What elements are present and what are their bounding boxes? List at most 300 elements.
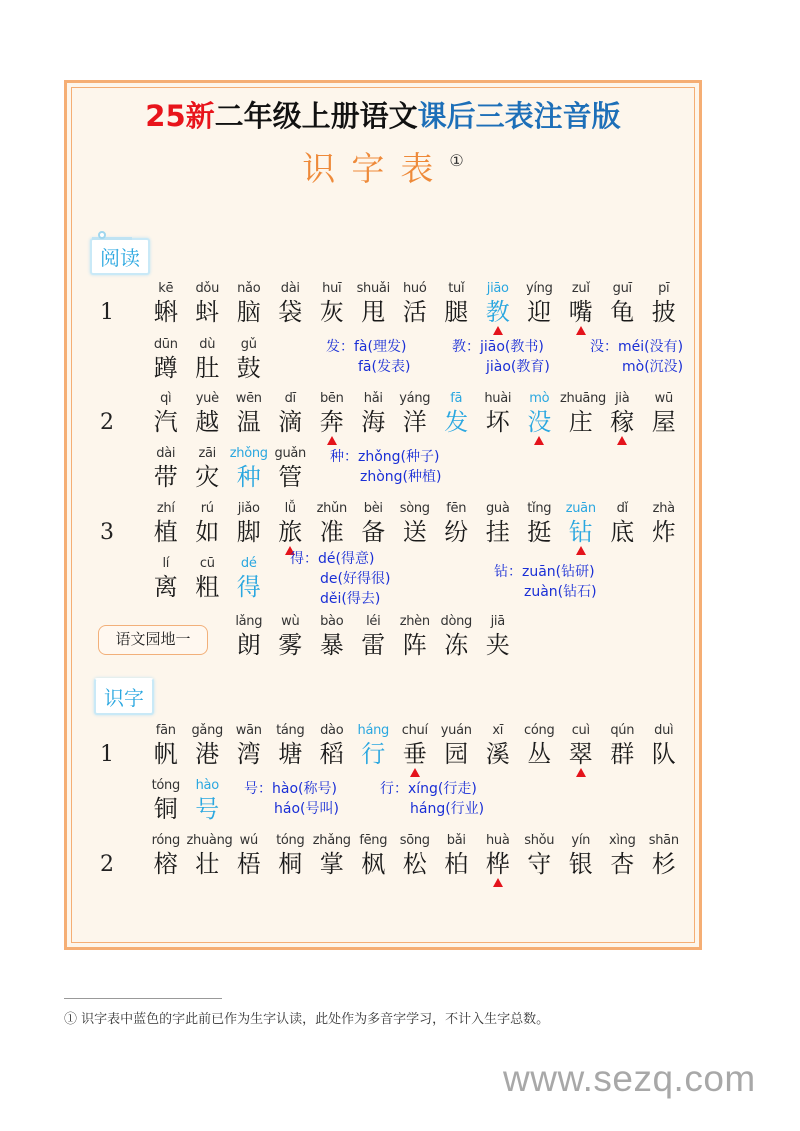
- note-line: háng(行业): [410, 801, 485, 817]
- pinyin: yín: [571, 833, 591, 848]
- hanzi: 坏: [485, 408, 510, 436]
- character-cell: [270, 390, 312, 437]
- character-cell: [228, 555, 270, 602]
- pinyin: wān: [235, 723, 262, 738]
- character-cell: [145, 555, 187, 602]
- pinyin: háng: [357, 723, 389, 738]
- hanzi: 奔: [319, 408, 344, 436]
- character-cell: [602, 280, 644, 327]
- pinyin: tóng: [151, 778, 180, 793]
- pinyin: tóng: [276, 833, 305, 848]
- polyphone-note: [326, 337, 410, 377]
- pinyin: sòng: [399, 501, 430, 516]
- hanzi: 柏: [444, 850, 469, 878]
- character-cell: [436, 280, 478, 327]
- hanzi: 稻: [319, 740, 344, 768]
- character-cell: [602, 832, 644, 879]
- pinyin: dǐ: [616, 501, 628, 516]
- pinyin: huà: [485, 833, 510, 848]
- hanzi: 雾: [278, 631, 303, 659]
- hanzi: 杉: [651, 850, 676, 878]
- hanzi: 挂: [485, 518, 510, 546]
- pinyin: jiǎo: [237, 501, 260, 516]
- pinyin: yíng: [525, 281, 553, 296]
- character-cell: [187, 777, 229, 824]
- character-cell: [228, 280, 270, 327]
- watermark: www.sezq.com: [503, 1058, 756, 1099]
- pinyin: dòng: [440, 614, 472, 629]
- character-cell: [353, 832, 395, 879]
- hanzi: 越: [195, 408, 220, 436]
- character-cell: [311, 722, 353, 769]
- hanzi: 枫: [361, 850, 386, 878]
- pinyin: guī: [612, 281, 632, 296]
- pinyin: táng: [276, 723, 305, 738]
- hanzi: 脚: [236, 518, 261, 546]
- character-cell: [270, 613, 312, 660]
- char-row: [145, 832, 685, 879]
- hanzi: 蚪: [195, 298, 220, 326]
- pinyin: wù: [281, 614, 300, 629]
- hanzi: 夹: [485, 631, 510, 659]
- footnote: ① 识字表中蓝色的字此前已作为生字认读，此处作为多音字学习，不计入生字总数。: [64, 1012, 550, 1027]
- note-head: 教：: [452, 339, 480, 355]
- char-row: [145, 280, 685, 327]
- character-cell: [270, 280, 312, 327]
- note-line: hào(称号): [272, 781, 337, 797]
- note-head: 种：: [330, 449, 358, 465]
- pinyin: gǔ: [240, 337, 257, 352]
- hanzi: 备: [361, 518, 386, 546]
- character-cell: [519, 390, 561, 437]
- character-cell: [270, 500, 312, 547]
- character-cell: [187, 336, 229, 383]
- hanzi: 袋: [278, 298, 303, 326]
- pinyin: shān: [648, 833, 679, 848]
- character-cell: [270, 722, 312, 769]
- red-triangle-marker-icon: [410, 768, 420, 777]
- note-line: jiāo(教书): [480, 339, 544, 355]
- note-line: zhòng(种植): [360, 469, 442, 485]
- character-cell: [643, 500, 685, 547]
- pinyin: chuí: [401, 723, 428, 738]
- pinyin: huài: [484, 391, 512, 406]
- hanzi: 温: [236, 408, 261, 436]
- pinyin: wú: [239, 833, 258, 848]
- hanzi: 铜: [153, 795, 178, 823]
- pinyin: fā: [450, 391, 463, 406]
- pinyin: zhǔn: [316, 501, 347, 516]
- hanzi: 塘: [278, 740, 303, 768]
- character-cell: [602, 722, 644, 769]
- hanzi: 钻: [568, 518, 593, 546]
- hanzi: 银: [568, 850, 593, 878]
- character-cell: [311, 832, 353, 879]
- pinyin: zāi: [198, 446, 216, 461]
- hanzi: 掌: [319, 850, 344, 878]
- hanzi: 嘴: [568, 298, 593, 326]
- hanzi: 群: [610, 740, 635, 768]
- hanzi: 如: [195, 518, 220, 546]
- hanzi: 稼: [610, 408, 635, 436]
- hanzi: 阵: [402, 631, 427, 659]
- pinyin: wēn: [235, 391, 262, 406]
- title-edition: 课后三表注音版: [417, 99, 621, 133]
- character-cell: [228, 722, 270, 769]
- character-cell: [519, 722, 561, 769]
- pinyin: lí: [162, 556, 170, 571]
- character-cell: [477, 280, 519, 327]
- character-cell: [477, 500, 519, 547]
- hanzi: 梧: [236, 850, 261, 878]
- pinyin: fēn: [446, 501, 467, 516]
- hanzi: 行: [361, 740, 386, 768]
- character-cell: [311, 390, 353, 437]
- pinyin: guǎn: [274, 446, 306, 461]
- pinyin: wū: [654, 391, 673, 406]
- hanzi: 离: [153, 573, 178, 601]
- character-cell: [436, 500, 478, 547]
- character-cell: [560, 390, 606, 437]
- red-triangle-marker-icon: [327, 436, 337, 445]
- hanzi: 没: [527, 408, 552, 436]
- hanzi: 底: [610, 518, 635, 546]
- pinyin: lǎng: [235, 614, 263, 629]
- character-cell: [477, 613, 519, 660]
- hanzi: 蹲: [153, 354, 178, 382]
- hanzi: 得: [236, 573, 261, 601]
- pinyin: zuǐ: [571, 281, 590, 296]
- section-title: [0, 143, 766, 190]
- note-line: jiào(教育): [486, 359, 550, 375]
- hanzi: 汽: [153, 408, 178, 436]
- pinyin: tuǐ: [448, 281, 465, 296]
- hanzi: 披: [651, 298, 676, 326]
- hanzi: 翠: [568, 740, 593, 768]
- hanzi: 朗: [236, 631, 261, 659]
- hanzi: 帆: [153, 740, 178, 768]
- note-line: de(好得很): [320, 571, 391, 587]
- hanzi: 送: [402, 518, 427, 546]
- hanzi: 教: [485, 298, 510, 326]
- hanzi: 活: [402, 298, 427, 326]
- character-cell: [394, 832, 436, 879]
- pinyin: qì: [160, 391, 172, 406]
- character-cell: [145, 832, 187, 879]
- character-cell: [353, 280, 395, 327]
- pinyin: dài: [156, 446, 176, 461]
- pinyin: dī: [284, 391, 296, 406]
- hanzi: 灾: [195, 463, 220, 491]
- red-triangle-marker-icon: [617, 436, 627, 445]
- note-line: mò(沉没): [622, 359, 684, 375]
- note-line: méi(没有): [618, 339, 684, 355]
- character-cell: [145, 336, 187, 383]
- character-cell: [311, 500, 353, 547]
- note-line: děi(得去): [320, 591, 381, 607]
- hanzi: 准: [319, 518, 344, 546]
- hanzi: 蝌: [153, 298, 178, 326]
- hanzi: 园: [444, 740, 469, 768]
- hanzi: 炸: [651, 518, 676, 546]
- polyphone-note: [494, 562, 597, 602]
- pinyin: dào: [320, 723, 344, 738]
- pinyin: guà: [485, 501, 510, 516]
- character-cell: [311, 613, 353, 660]
- char-row: [145, 336, 270, 383]
- pinyin: xī: [492, 723, 504, 738]
- note-line: fā(发表): [358, 359, 411, 375]
- pinyin: jiā: [490, 614, 505, 629]
- character-cell: [643, 832, 685, 879]
- char-row: [145, 555, 270, 602]
- char-row: [228, 613, 519, 660]
- document-title: [0, 94, 766, 135]
- character-cell: [187, 445, 229, 492]
- hanzi: 庄: [568, 408, 593, 436]
- pinyin: jiāo: [486, 281, 509, 296]
- pinyin: shǒu: [524, 833, 555, 848]
- pinyin: cóng: [524, 723, 555, 738]
- reading-section-tag: [90, 238, 150, 275]
- hanzi: 海: [361, 408, 386, 436]
- hanzi: 松: [402, 850, 427, 878]
- character-cell: [560, 500, 602, 547]
- hanzi: 桐: [278, 850, 303, 878]
- pinyin: zhǎng: [312, 833, 351, 848]
- hanzi: 守: [527, 850, 552, 878]
- pinyin: xìng: [608, 833, 636, 848]
- garden-section-tag: 语文园地一: [98, 625, 208, 655]
- pinyin: róng: [151, 833, 180, 848]
- note-head: 钻：: [494, 564, 522, 580]
- lesson-number: 3: [100, 520, 114, 545]
- character-cell: [436, 722, 478, 769]
- character-cell: [519, 280, 561, 327]
- character-cell: [394, 280, 436, 327]
- character-cell: [145, 390, 187, 437]
- character-cell: [187, 555, 229, 602]
- character-cell: [394, 500, 436, 547]
- hanzi: 榕: [153, 850, 178, 878]
- pinyin: rú: [200, 501, 214, 516]
- pinyin: bèi: [363, 501, 383, 516]
- pinyin: huī: [322, 281, 342, 296]
- character-cell: [145, 445, 187, 492]
- char-row: [145, 500, 685, 547]
- polyphone-note: [380, 779, 484, 819]
- pinyin: dūn: [153, 337, 178, 352]
- lesson-number: 1: [100, 742, 114, 767]
- pinyin: bào: [320, 614, 344, 629]
- pinyin: bǎi: [446, 833, 466, 848]
- character-cell: [187, 390, 229, 437]
- hanzi: 种: [236, 463, 261, 491]
- note-line: zhǒng(种子): [358, 449, 440, 465]
- title-grade: 二年级上册语文: [214, 99, 418, 133]
- hanzi: 垂: [402, 740, 427, 768]
- pinyin: zhèn: [399, 614, 430, 629]
- character-cell: [602, 500, 644, 547]
- character-cell: [519, 832, 561, 879]
- pinyin: hǎi: [363, 391, 383, 406]
- red-triangle-marker-icon: [534, 436, 544, 445]
- pinyin: zhǒng: [229, 446, 268, 461]
- hanzi: 发: [444, 408, 469, 436]
- pinyin: mò: [529, 391, 550, 406]
- pinyin: zhuāng: [560, 391, 606, 406]
- polyphone-note: [290, 549, 390, 609]
- pinyin: cū: [199, 556, 215, 571]
- pinyin: cuì: [571, 723, 590, 738]
- reading-section-label: 阅读: [100, 246, 140, 270]
- pinyin: tǐng: [527, 501, 552, 516]
- character-cell: [187, 500, 229, 547]
- character-cell: [436, 390, 478, 437]
- char-row: [145, 390, 685, 437]
- character-cell: [145, 280, 187, 327]
- hanzi: 旅: [278, 518, 303, 546]
- character-cell: [228, 445, 270, 492]
- character-cell: [228, 500, 270, 547]
- character-cell: [560, 832, 602, 879]
- hanzi: 滴: [278, 408, 303, 436]
- hanzi: 洋: [402, 408, 427, 436]
- hanzi: 港: [195, 740, 220, 768]
- pinyin: léi: [366, 614, 381, 629]
- character-cell: [228, 390, 270, 437]
- character-cell: [560, 280, 602, 327]
- pinyin: bēn: [319, 391, 344, 406]
- literacy-section-label: 识字: [104, 686, 144, 710]
- polyphone-note: [330, 447, 441, 487]
- character-cell: [560, 722, 602, 769]
- character-cell: [228, 832, 270, 879]
- pinyin: gǎng: [191, 723, 223, 738]
- character-cell: [270, 832, 312, 879]
- char-row: [145, 445, 311, 492]
- lesson-number: 1: [100, 300, 114, 325]
- hanzi: 杏: [610, 850, 635, 878]
- red-triangle-marker-icon: [493, 326, 503, 335]
- lesson-number: 2: [100, 852, 114, 877]
- note-line: dé(得意): [318, 551, 375, 567]
- note-head: 得：: [290, 551, 318, 567]
- character-cell: [602, 390, 644, 437]
- tag-pin-icon: [98, 231, 106, 239]
- char-row: [145, 722, 685, 769]
- hanzi: 灰: [319, 298, 344, 326]
- section-title-text: 识字表: [302, 149, 450, 188]
- hanzi: 带: [153, 463, 178, 491]
- hanzi: 管: [278, 463, 303, 491]
- pinyin: dǒu: [195, 281, 220, 296]
- literacy-section-tag: [94, 678, 154, 715]
- character-cell: [519, 500, 561, 547]
- hanzi: 号: [195, 795, 220, 823]
- pinyin: yuán: [440, 723, 472, 738]
- pinyin: fēng: [359, 833, 388, 848]
- character-cell: [270, 445, 312, 492]
- hanzi: 丛: [527, 740, 552, 768]
- hanzi: 迎: [527, 298, 552, 326]
- character-cell: [643, 390, 685, 437]
- character-cell: [436, 613, 478, 660]
- hanzi: 暴: [319, 631, 344, 659]
- hanzi: 冻: [444, 631, 469, 659]
- note-head: 发：: [326, 339, 354, 355]
- footnote-divider: [64, 998, 222, 999]
- character-cell: [353, 390, 395, 437]
- hanzi: 鼓: [236, 354, 261, 382]
- title-year: 25新: [145, 99, 215, 133]
- pinyin: zhà: [652, 501, 675, 516]
- character-cell: [394, 722, 436, 769]
- character-cell: [477, 390, 519, 437]
- character-cell: [643, 280, 685, 327]
- red-triangle-marker-icon: [576, 768, 586, 777]
- pinyin: nǎo: [237, 281, 261, 296]
- character-cell: [311, 280, 353, 327]
- hanzi: 桦: [485, 850, 510, 878]
- note-line: zuān(钻研): [522, 564, 595, 580]
- pinyin: dù: [199, 337, 216, 352]
- polyphone-note: [590, 337, 683, 377]
- footnote-marker: ①: [449, 151, 464, 170]
- hanzi: 脑: [236, 298, 261, 326]
- character-cell: [187, 722, 229, 769]
- note-line: xíng(行走): [408, 781, 477, 797]
- pinyin: dé: [240, 556, 257, 571]
- note-head: 行：: [380, 781, 408, 797]
- pinyin: duì: [654, 723, 674, 738]
- red-triangle-marker-icon: [576, 546, 586, 555]
- note-line: zuàn(钻石): [524, 584, 597, 600]
- hanzi: 壮: [195, 850, 220, 878]
- note-line: fà(理发): [354, 339, 407, 355]
- char-row: [145, 777, 228, 824]
- hanzi: 雷: [361, 631, 386, 659]
- pinyin: zhí: [156, 501, 175, 516]
- character-cell: [187, 280, 229, 327]
- pinyin: yuè: [195, 391, 219, 406]
- hanzi: 挺: [527, 518, 552, 546]
- pinyin: lǚ: [284, 501, 296, 516]
- pinyin: huó: [402, 281, 427, 296]
- lesson-number: 2: [100, 410, 114, 435]
- polyphone-note: [452, 337, 550, 377]
- pinyin: jià: [615, 391, 630, 406]
- character-cell: [145, 500, 187, 547]
- red-triangle-marker-icon: [493, 878, 503, 887]
- character-cell: [186, 832, 233, 879]
- hanzi: 甩: [361, 298, 386, 326]
- note-line: háo(号叫): [274, 801, 339, 817]
- character-cell: [394, 390, 436, 437]
- hanzi: 腿: [444, 298, 469, 326]
- character-cell: [353, 500, 395, 547]
- pinyin: sōng: [399, 833, 430, 848]
- hanzi: 纷: [444, 518, 469, 546]
- hanzi: 屋: [651, 408, 676, 436]
- character-cell: [477, 832, 519, 879]
- hanzi: 队: [651, 740, 676, 768]
- pinyin: qún: [610, 723, 635, 738]
- pinyin: yáng: [399, 391, 431, 406]
- pinyin: zuān: [565, 501, 596, 516]
- character-cell: [394, 613, 436, 660]
- hanzi: 植: [153, 518, 178, 546]
